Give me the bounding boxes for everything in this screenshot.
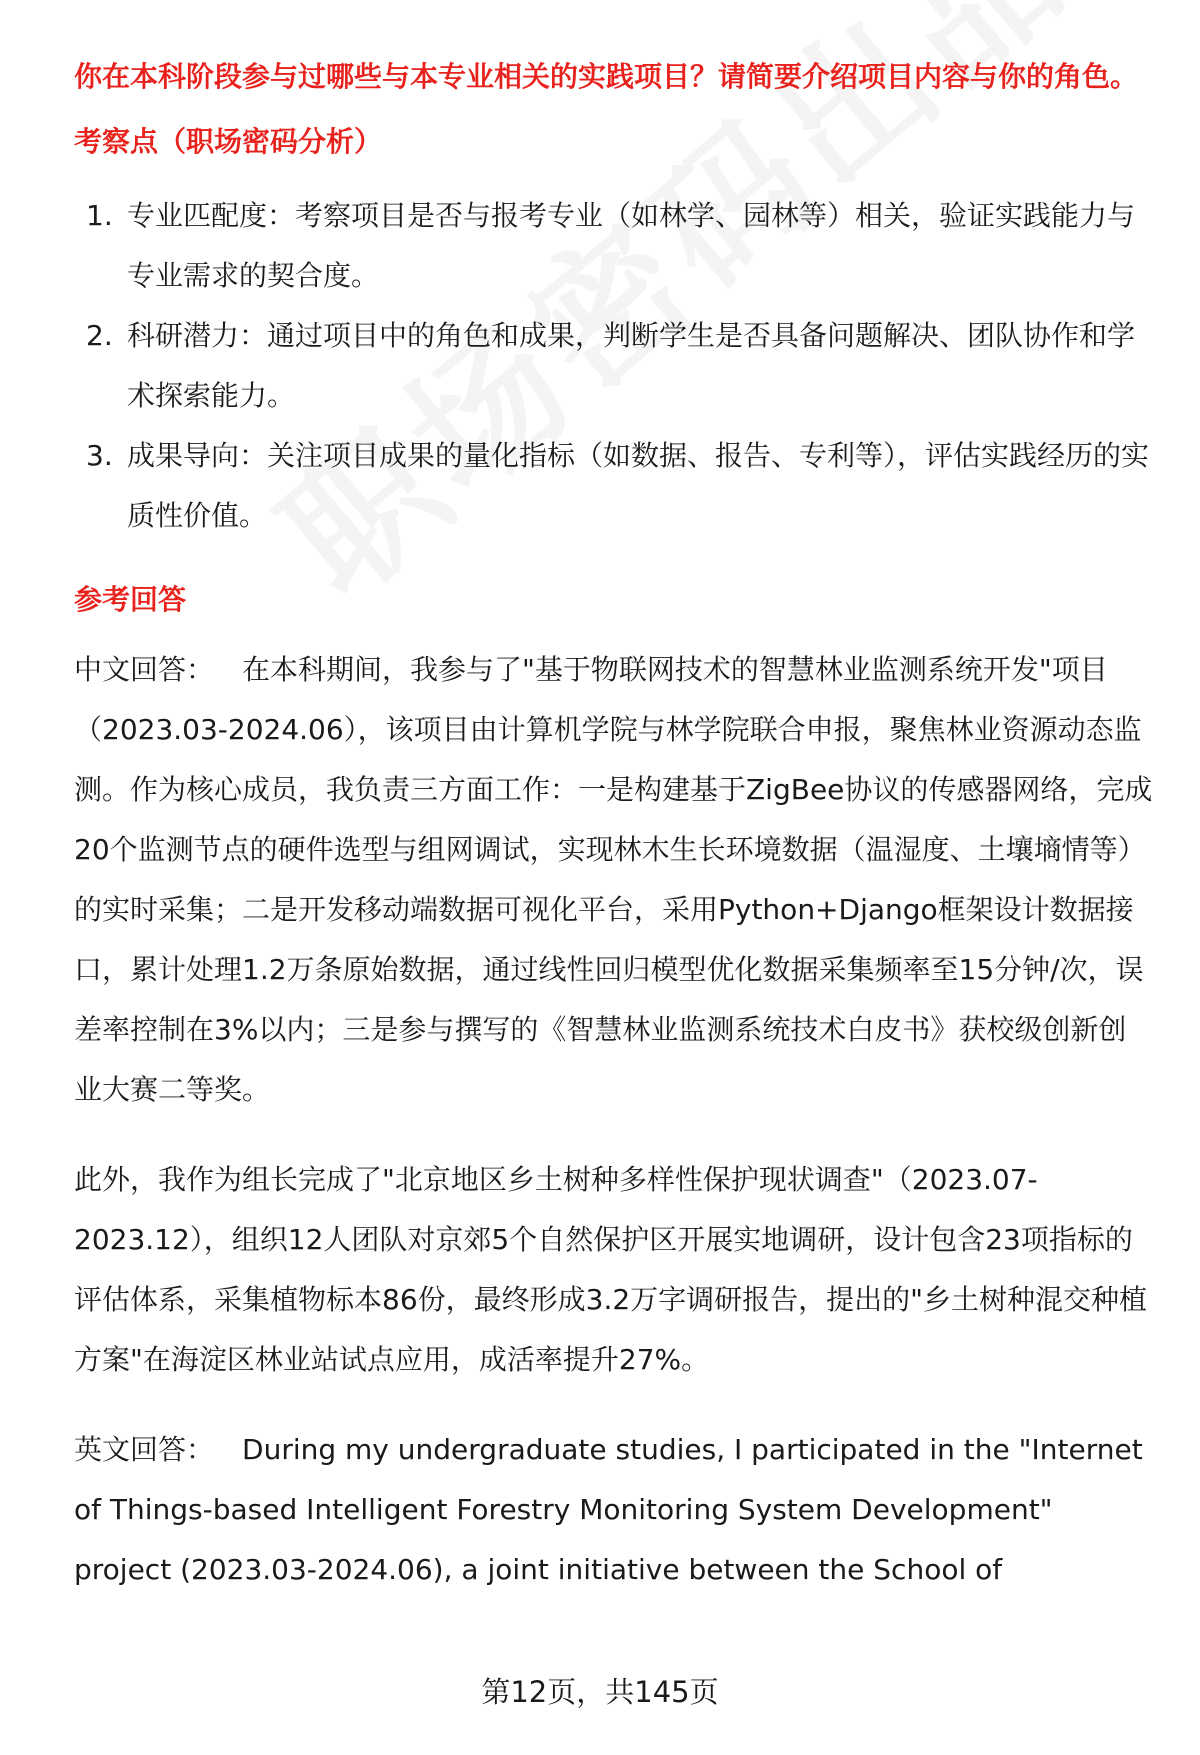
list-item-number: 2. [86,319,113,352]
list-item-text: 成果导向：关注项目成果的量化指标（如数据、报告、专利等），评估实践经历的实质性价值。 [127,439,1150,532]
answer-chinese-label: 中文回答： [74,653,215,686]
answer-chinese-paragraph [74,640,1154,1120]
points-list [74,186,1154,546]
points-heading: 考察点（职场密码分析） [74,125,383,158]
answer-chinese-text: 在本科期间，我参与了"基于物联网技术的智慧林业监测系统开发"项目（2023.03-2024.06），该项目由计算机学院与林学院联合申报，聚焦林业资源动态监测。作为核心成员，我负责三方面工作：一是构建基于ZigBee协议的传感器网络，完成20个监测节点的硬件选型与组网调试，实现林木生长环境数据（温湿度、土壤墒情等）的实时采集；二是开发移动端数据可视化平台，采用Python+Django框架设计数据接口，累计处理1.2万条原始数据，通过线性回归模型优化数据采集频率至15分钟/次，误差率控制在3%以内；三是参与撰写的《智慧林业监测系统技术白皮书》获校级创新创业大赛二等奖。 [74,653,1153,1106]
list-item [74,306,1154,426]
list-item-number: 3. [86,439,113,472]
page-number-footer: 第12页，共145页 [481,1675,719,1709]
answer-chinese-paragraph-2: 此外，我作为组长完成了"北京地区乡土树种多样性保护现状调查"（2023.07-2023.12），组织12人团队对京郊5个自然保护区开展实地调研，设计包含23项指标的评估体系，采集植物标本86份，最终形成3.2万字调研报告，提出的"乡土树种混交种植方案"在海淀区林业站试点应用，成活率提升27%。 [74,1163,1148,1376]
page-content [74,56,1154,1600]
list-item [74,186,1154,306]
question-title: 你在本科阶段参与过哪些与本专业相关的实践项目？请简要介绍项目内容与你的角色。 [74,60,1139,93]
list-item-text: 科研潜力：通过项目中的角色和成果，判断学生是否具备问题解决、团队协作和学术探索能力。 [127,319,1136,412]
answer-english-paragraph [74,1420,1154,1600]
list-item [74,426,1154,546]
list-item-number: 1. [86,199,113,232]
answer-english-text: During my undergraduate studies, I participated in the "Internet of Things-based Intelligent Forestry Monitoring System Development" project (2023.03-2024.06), a joint initiative between the School of [74,1433,1143,1586]
answer-english-label: 英文回答： [74,1433,215,1466]
answer-heading: 参考回答 [74,583,187,616]
list-item-text: 专业匹配度：考察项目是否与报考专业（如林学、园林等）相关，验证实践能力与专业需求的契合度。 [127,199,1136,292]
